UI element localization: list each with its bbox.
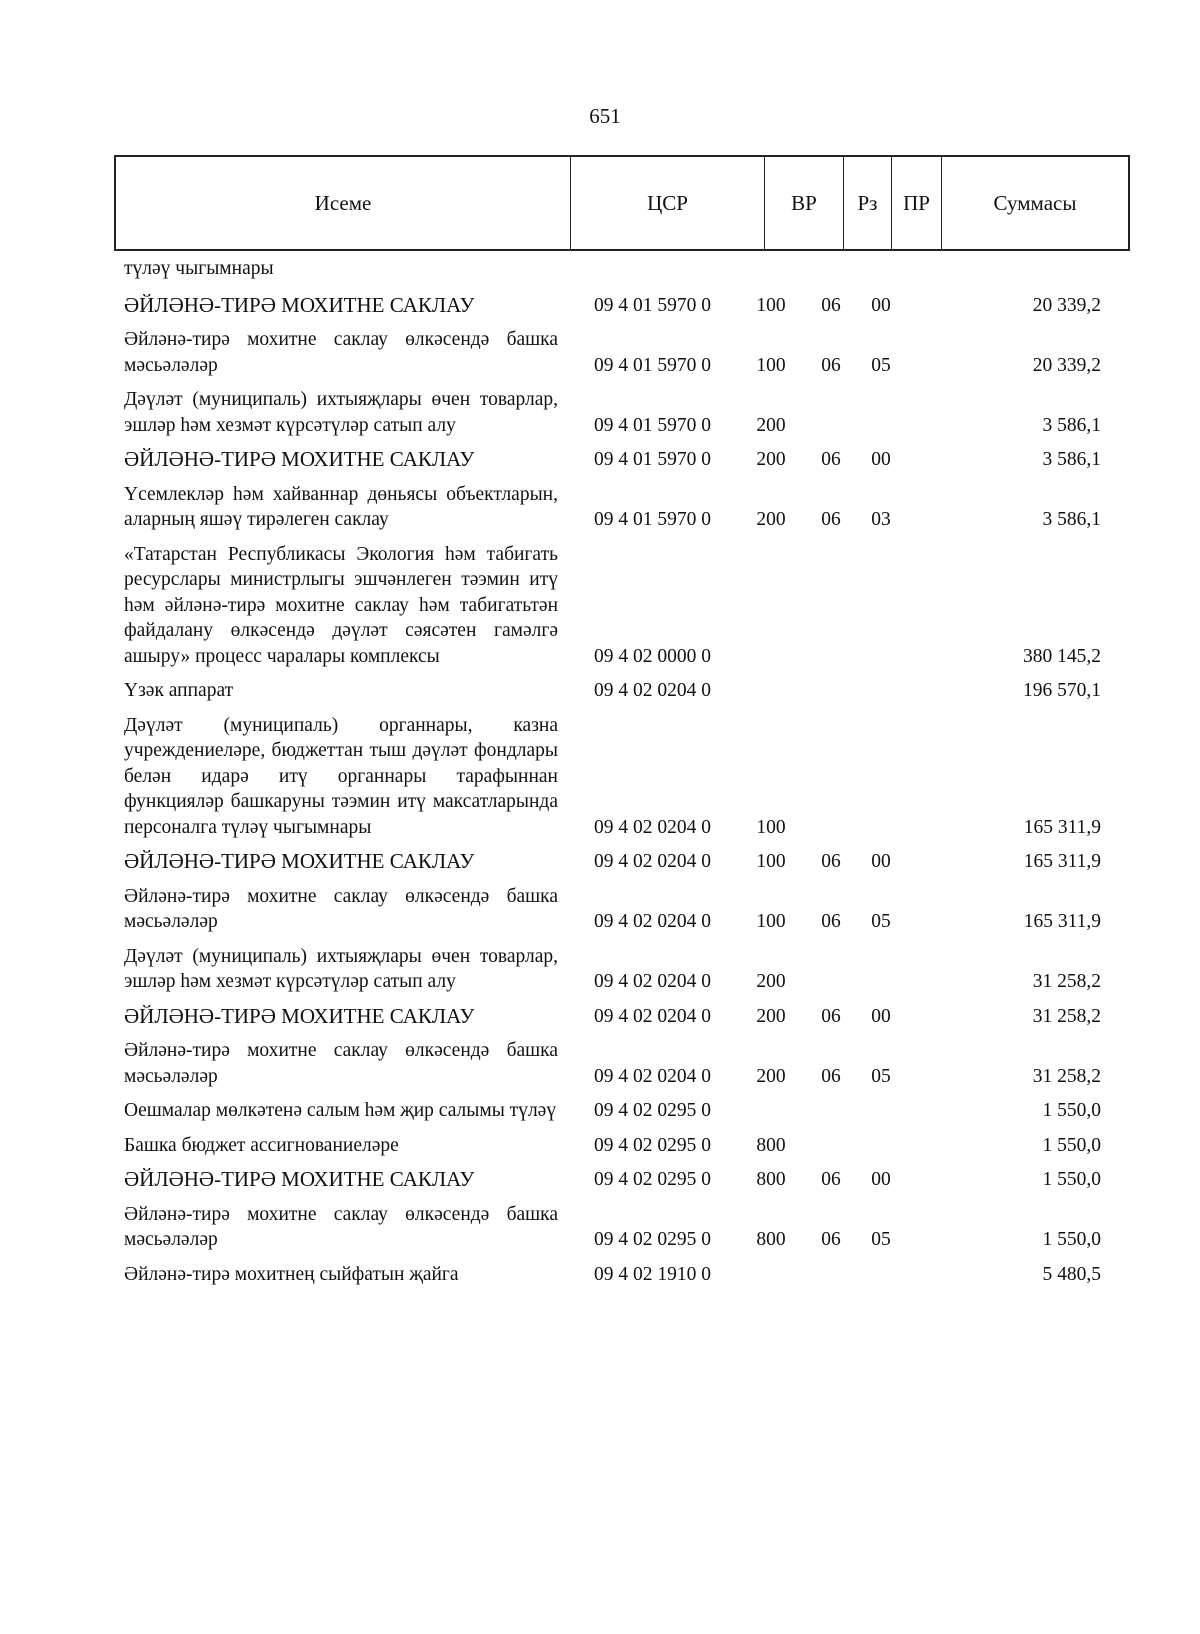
table-row <box>0 713 1200 841</box>
row-name: Әйләнә-тирә мохитне саклау өлкәсендә башка мәсьәләләр <box>124 885 558 932</box>
row-csr: 09 4 02 0295 0 <box>594 1229 711 1250</box>
header-rz: Рз <box>844 157 892 249</box>
table-row <box>0 884 1200 935</box>
row-name: ӘЙЛӘНӘ-ТИРӘ МОХИТНЕ САКЛАУ <box>124 447 475 471</box>
table-row <box>0 256 1200 282</box>
row-vr: 800 <box>756 1169 786 1190</box>
row-csr: 09 4 02 0000 0 <box>594 645 711 667</box>
row-vr: 200 <box>756 1005 786 1027</box>
row-name: Үзәк аппарат <box>124 680 234 701</box>
row-csr: 09 4 02 0295 0 <box>594 1134 711 1156</box>
table-row <box>0 482 1200 533</box>
row-sum: 3 586,1 <box>1042 449 1101 470</box>
table-row <box>0 542 1200 670</box>
row-vr: 100 <box>756 354 786 376</box>
row-vr: 200 <box>756 971 786 992</box>
table-row <box>0 1098 1200 1124</box>
header-pr: ПР <box>892 157 942 249</box>
page-number: 651 <box>589 104 621 128</box>
row-vr: 100 <box>756 294 786 316</box>
table-row <box>0 327 1200 378</box>
table-row <box>0 1004 1200 1030</box>
row-rz: 06 <box>821 354 841 376</box>
row-sum: 1 550,0 <box>1042 1229 1101 1250</box>
row-csr: 09 4 02 0204 0 <box>594 911 711 932</box>
row-csr: 09 4 01 5970 0 <box>594 294 711 316</box>
row-sum: 31 258,2 <box>1032 1065 1101 1087</box>
row-rz: 06 <box>821 1065 841 1087</box>
table-row <box>0 1038 1200 1089</box>
row-sum: 1 550,0 <box>1042 1100 1101 1121</box>
table-row <box>0 387 1200 438</box>
row-name: Әйләнә-тирә мохитне саклау өлкәсендә башка мәсьәләләр <box>124 1040 558 1087</box>
row-csr: 09 4 02 1910 0 <box>594 1263 711 1285</box>
row-name: ӘЙЛӘНӘ-ТИРӘ МОХИТНЕ САКЛАУ <box>124 849 475 873</box>
row-vr: 200 <box>756 1065 786 1087</box>
header-name: Исеме <box>116 157 571 249</box>
row-name: ӘЙЛӘНӘ-ТИРӘ МОХИТНЕ САКЛАУ <box>124 1167 475 1191</box>
row-sum: 20 339,2 <box>1032 354 1101 376</box>
row-rz: 06 <box>821 1229 841 1250</box>
row-name: Дәүләт (муниципаль) ихтыяҗлары өчен товарлар, эшләр һәм хезмәт күрсәтүләр сатып алу <box>124 945 558 992</box>
row-csr: 09 4 02 0204 0 <box>594 971 711 992</box>
row-rz: 06 <box>821 1169 841 1190</box>
row-rz: 06 <box>821 294 841 316</box>
row-pr: 05 <box>871 354 891 376</box>
row-sum: 380 145,2 <box>1023 645 1101 667</box>
row-sum: 31 258,2 <box>1032 971 1101 992</box>
header-vr: ВР <box>765 157 844 249</box>
row-name: түләү чыгымнары <box>124 258 274 279</box>
row-sum: 165 311,9 <box>1023 911 1101 932</box>
row-pr: 05 <box>871 1065 891 1087</box>
row-name: Дәүләт (муниципаль) ихтыяҗлары өчен товарлар, эшләр һәм хезмәт күрсәтүләр сатып алу <box>124 389 558 436</box>
row-sum: 1 550,0 <box>1042 1134 1101 1156</box>
table-row <box>0 1202 1200 1253</box>
table-row <box>0 1262 1200 1288</box>
row-name: ӘЙЛӘНӘ-ТИРӘ МОХИТНЕ САКЛАУ <box>124 1003 475 1028</box>
row-csr: 09 4 01 5970 0 <box>594 414 711 436</box>
row-csr: 09 4 01 5970 0 <box>594 509 711 530</box>
row-sum: 3 586,1 <box>1042 509 1101 530</box>
row-rz: 06 <box>821 851 841 872</box>
row-name: Дәүләт (муниципаль) органнары, казна учреждениеләре, бюджеттан тыш дәүләт фондлары белән идарә итү органнары тарафыннан функцияләр башкаруны тәэмин итү максатларында персоналга түләү чыгымнары <box>124 714 558 838</box>
header-csr: ЦСР <box>571 157 765 249</box>
row-pr: 03 <box>871 509 891 530</box>
row-sum: 20 339,2 <box>1032 294 1101 316</box>
table-header <box>114 155 1130 251</box>
row-sum: 165 311,9 <box>1023 816 1101 838</box>
row-csr: 09 4 02 0204 0 <box>594 1005 711 1027</box>
table-row <box>0 293 1200 319</box>
row-csr: 09 4 01 5970 0 <box>594 449 711 470</box>
row-vr: 800 <box>756 1134 786 1156</box>
row-vr: 200 <box>756 414 786 436</box>
table-row <box>0 447 1200 473</box>
row-name: Әйләнә-тирә мохитне саклау өлкәсендә башка мәсьәләләр <box>124 1203 558 1250</box>
row-name: Башка бюджет ассигнованиеләре <box>124 1134 399 1156</box>
row-sum: 31 258,2 <box>1032 1005 1101 1027</box>
row-sum: 5 480,5 <box>1042 1263 1101 1285</box>
row-rz: 06 <box>821 449 841 470</box>
row-pr: 00 <box>871 449 891 470</box>
row-pr: 05 <box>871 911 891 932</box>
row-rz: 06 <box>821 911 841 932</box>
row-rz: 06 <box>821 1005 841 1027</box>
header-sum: Суммасы <box>993 190 1077 215</box>
row-name: Әйләнә-тирә мохитне саклау өлкәсендә башка мәсьәләләр <box>124 329 558 376</box>
table-row <box>0 849 1200 875</box>
row-name: Әйләнә-тирә мохитнең сыйфатын җайга <box>124 1263 459 1285</box>
table-row <box>0 678 1200 704</box>
row-rz: 06 <box>821 509 841 530</box>
row-name: ӘЙЛӘНӘ-ТИРӘ МОХИТНЕ САКЛАУ <box>124 292 475 317</box>
table-row <box>0 944 1200 995</box>
row-pr: 00 <box>871 1005 891 1027</box>
row-name: Оешмалар мөлкәтенә салым һәм җир салымы түләү <box>124 1100 557 1121</box>
row-name: Үсемлекләр һәм хайваннар дөньясы объектларын, аларның яшәү тирәлеген саклау <box>124 483 558 530</box>
table-row <box>0 1133 1200 1159</box>
row-csr: 09 4 02 0295 0 <box>594 1169 711 1190</box>
row-pr: 05 <box>871 1229 891 1250</box>
row-pr: 00 <box>871 851 891 872</box>
row-csr: 09 4 02 0204 0 <box>594 851 711 872</box>
row-sum: 196 570,1 <box>1023 680 1101 701</box>
row-pr: 00 <box>871 1169 891 1190</box>
row-vr: 800 <box>756 1229 786 1250</box>
row-csr: 09 4 02 0204 0 <box>594 680 711 701</box>
row-csr: 09 4 02 0204 0 <box>594 1065 711 1087</box>
row-sum: 3 586,1 <box>1042 414 1101 436</box>
row-vr: 200 <box>756 449 786 470</box>
row-name: «Татарстан Республикасы Экология һәм табигать ресурслары министрлыгы эшчәнлеген тәэмин итү һәм әйләнә-тирә мохитне саклау һәм табигатьтән файдалану өлкәсендә дәүләт сәясәтен гамәлгә ашыру» процесс чаралары комплексы <box>124 543 558 667</box>
row-vr: 100 <box>756 816 786 838</box>
row-vr: 100 <box>756 851 786 872</box>
table-body <box>0 256 1200 1296</box>
row-sum: 1 550,0 <box>1042 1169 1101 1190</box>
row-sum: 165 311,9 <box>1023 851 1101 872</box>
row-csr: 09 4 02 0204 0 <box>594 816 711 838</box>
row-pr: 00 <box>871 294 891 316</box>
row-vr: 100 <box>756 911 786 932</box>
row-csr: 09 4 01 5970 0 <box>594 354 711 376</box>
table-row <box>0 1167 1200 1193</box>
row-csr: 09 4 02 0295 0 <box>594 1100 711 1121</box>
row-vr: 200 <box>756 509 786 530</box>
